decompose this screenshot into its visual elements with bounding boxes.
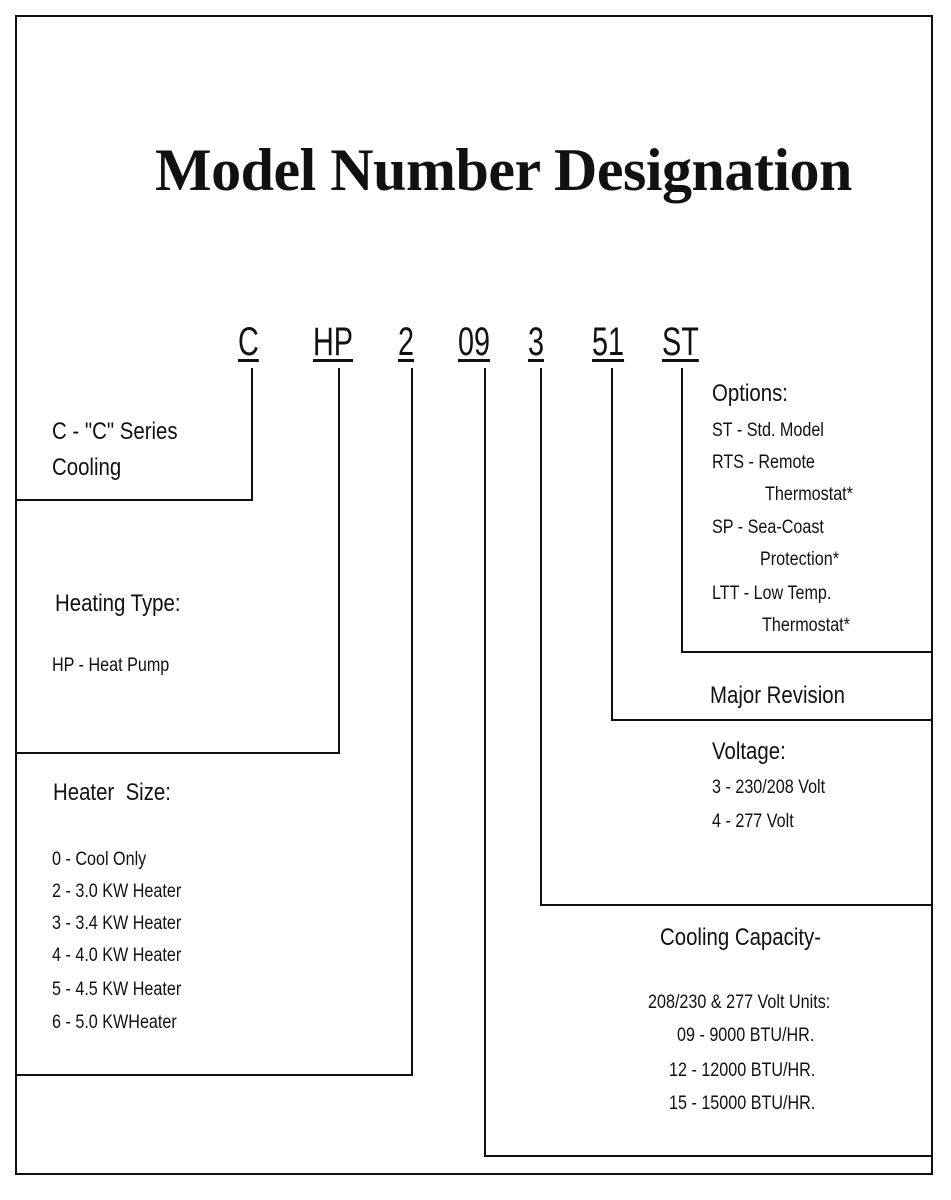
connector-options <box>682 368 933 652</box>
code-series: C <box>238 320 259 364</box>
code-options: ST <box>662 320 699 364</box>
heater-heading: Heater Size: <box>53 779 171 806</box>
code-voltage: 3 <box>528 320 545 364</box>
heater-item: 5 - 4.5 KW Heater <box>52 979 182 1000</box>
options-item: LTT - Low Temp. <box>712 583 832 604</box>
options-item: Protection* <box>760 549 840 570</box>
heater-item: 0 - Cool Only <box>52 849 147 870</box>
capacity-heading: Cooling Capacity- <box>660 924 822 951</box>
options-item: RTS - Remote <box>712 452 815 473</box>
page-title: Model Number Designation <box>155 137 852 203</box>
voltage-item: 4 - 277 Volt <box>712 811 794 832</box>
options-item: Thermostat* <box>762 615 850 636</box>
heater-item: 2 - 3.0 KW Heater <box>52 881 182 902</box>
options-heading: Options: <box>712 380 788 407</box>
capacity-item: 12 - 12000 BTU/HR. <box>669 1060 816 1081</box>
heater-item: 4 - 4.0 KW Heater <box>52 945 182 966</box>
voltage-item: 3 - 230/208 Volt <box>712 777 826 798</box>
heater-item: 3 - 3.4 KW Heater <box>52 913 182 934</box>
voltage-heading: Voltage: <box>712 738 786 765</box>
capacity-item: 15 - 15000 BTU/HR. <box>669 1093 816 1114</box>
code-cooling-capacity: 09 <box>458 320 491 364</box>
heating-heading: Heating Type: <box>55 590 181 617</box>
code-heater-size: 2 <box>398 320 415 364</box>
heater-item: 6 - 5.0 KWHeater <box>52 1012 177 1033</box>
series-line-2: Cooling <box>52 454 122 481</box>
code-revision: 51 <box>592 320 625 364</box>
options-item: Thermostat* <box>765 484 853 505</box>
capacity-subheading: 208/230 & 277 Volt Units: <box>648 992 831 1013</box>
code-heating-type: HP <box>313 320 354 364</box>
series-line-1: C - "C" Series <box>52 418 178 445</box>
capacity-item: 09 - 9000 BTU/HR. <box>677 1025 815 1046</box>
options-item: SP - Sea-Coast <box>712 517 824 538</box>
heating-item: HP - Heat Pump <box>52 655 170 676</box>
revision-heading: Major Revision <box>710 682 845 709</box>
options-item: ST - Std. Model <box>712 420 824 441</box>
